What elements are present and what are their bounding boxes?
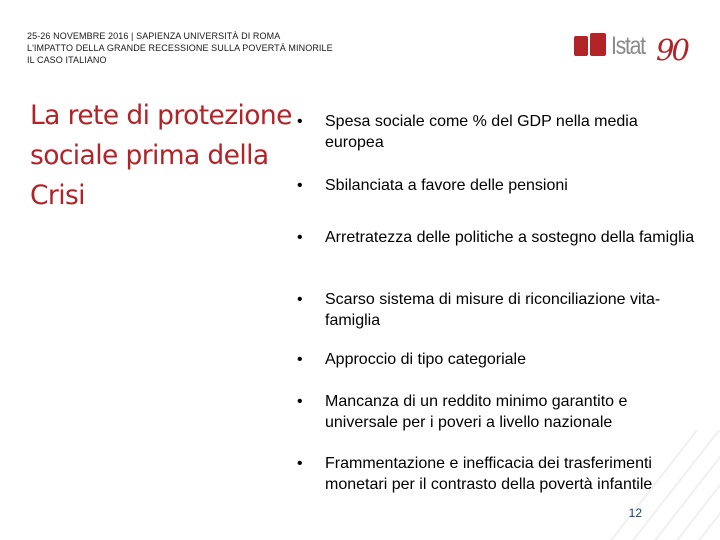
bullet-text: Spesa sociale come % del GDP nella media europea xyxy=(325,113,638,151)
bullet-marker: • xyxy=(297,291,303,308)
bullet-marker: • xyxy=(297,177,303,194)
slide-title-line: sociale prima della xyxy=(30,140,269,171)
bullet-marker: • xyxy=(297,113,303,130)
header-subtitle-line: IL CASO ITALIANO xyxy=(27,55,107,65)
header-event-line: 25-26 NOVEMBRE 2016 | SAPIENZA UNIVERSITÀ DI ROMA xyxy=(27,31,281,41)
bullet-marker: • xyxy=(297,455,303,472)
slide-header xyxy=(27,30,487,66)
bullet-text: Frammentazione e inefficacia dei trasferimenti monetari per il contrasto della povertà infantile xyxy=(325,455,653,493)
logo-mark-right xyxy=(590,33,606,56)
bullet-text: Approccio di tipo categoriale xyxy=(325,351,527,368)
page-number: 12 xyxy=(628,506,642,520)
logo-wordmark: Istat xyxy=(611,32,645,60)
logo-mark-left xyxy=(574,36,588,56)
slide-title-line: La rete di protezione xyxy=(30,100,292,131)
header-title-line: L'IMPATTO DELLA GRANDE RECESSIONE SULLA POVERTÁ MINORILE xyxy=(27,43,333,53)
bullet-marker: • xyxy=(297,229,303,246)
bullet-marker: • xyxy=(297,351,303,368)
slide-title-line: Crisi xyxy=(30,180,85,211)
background-decoration xyxy=(570,430,720,540)
bullet-text: Arretratezza delle politiche a sostegno della famiglia xyxy=(325,229,695,246)
bullet-text: Sbilanciata a favore delle pensioni xyxy=(325,177,568,194)
istat-logo xyxy=(574,33,694,71)
bullet-text: Scarso sistema di misure di riconciliazione vita-famiglia xyxy=(325,291,661,329)
logo-anniversary-number: 90 xyxy=(656,33,687,67)
bullet-text: Mancanza di un reddito minimo garantito e universale per i poveri a livello nazionale xyxy=(325,393,628,431)
bullet-marker: • xyxy=(297,393,303,410)
slide-title xyxy=(30,96,315,216)
